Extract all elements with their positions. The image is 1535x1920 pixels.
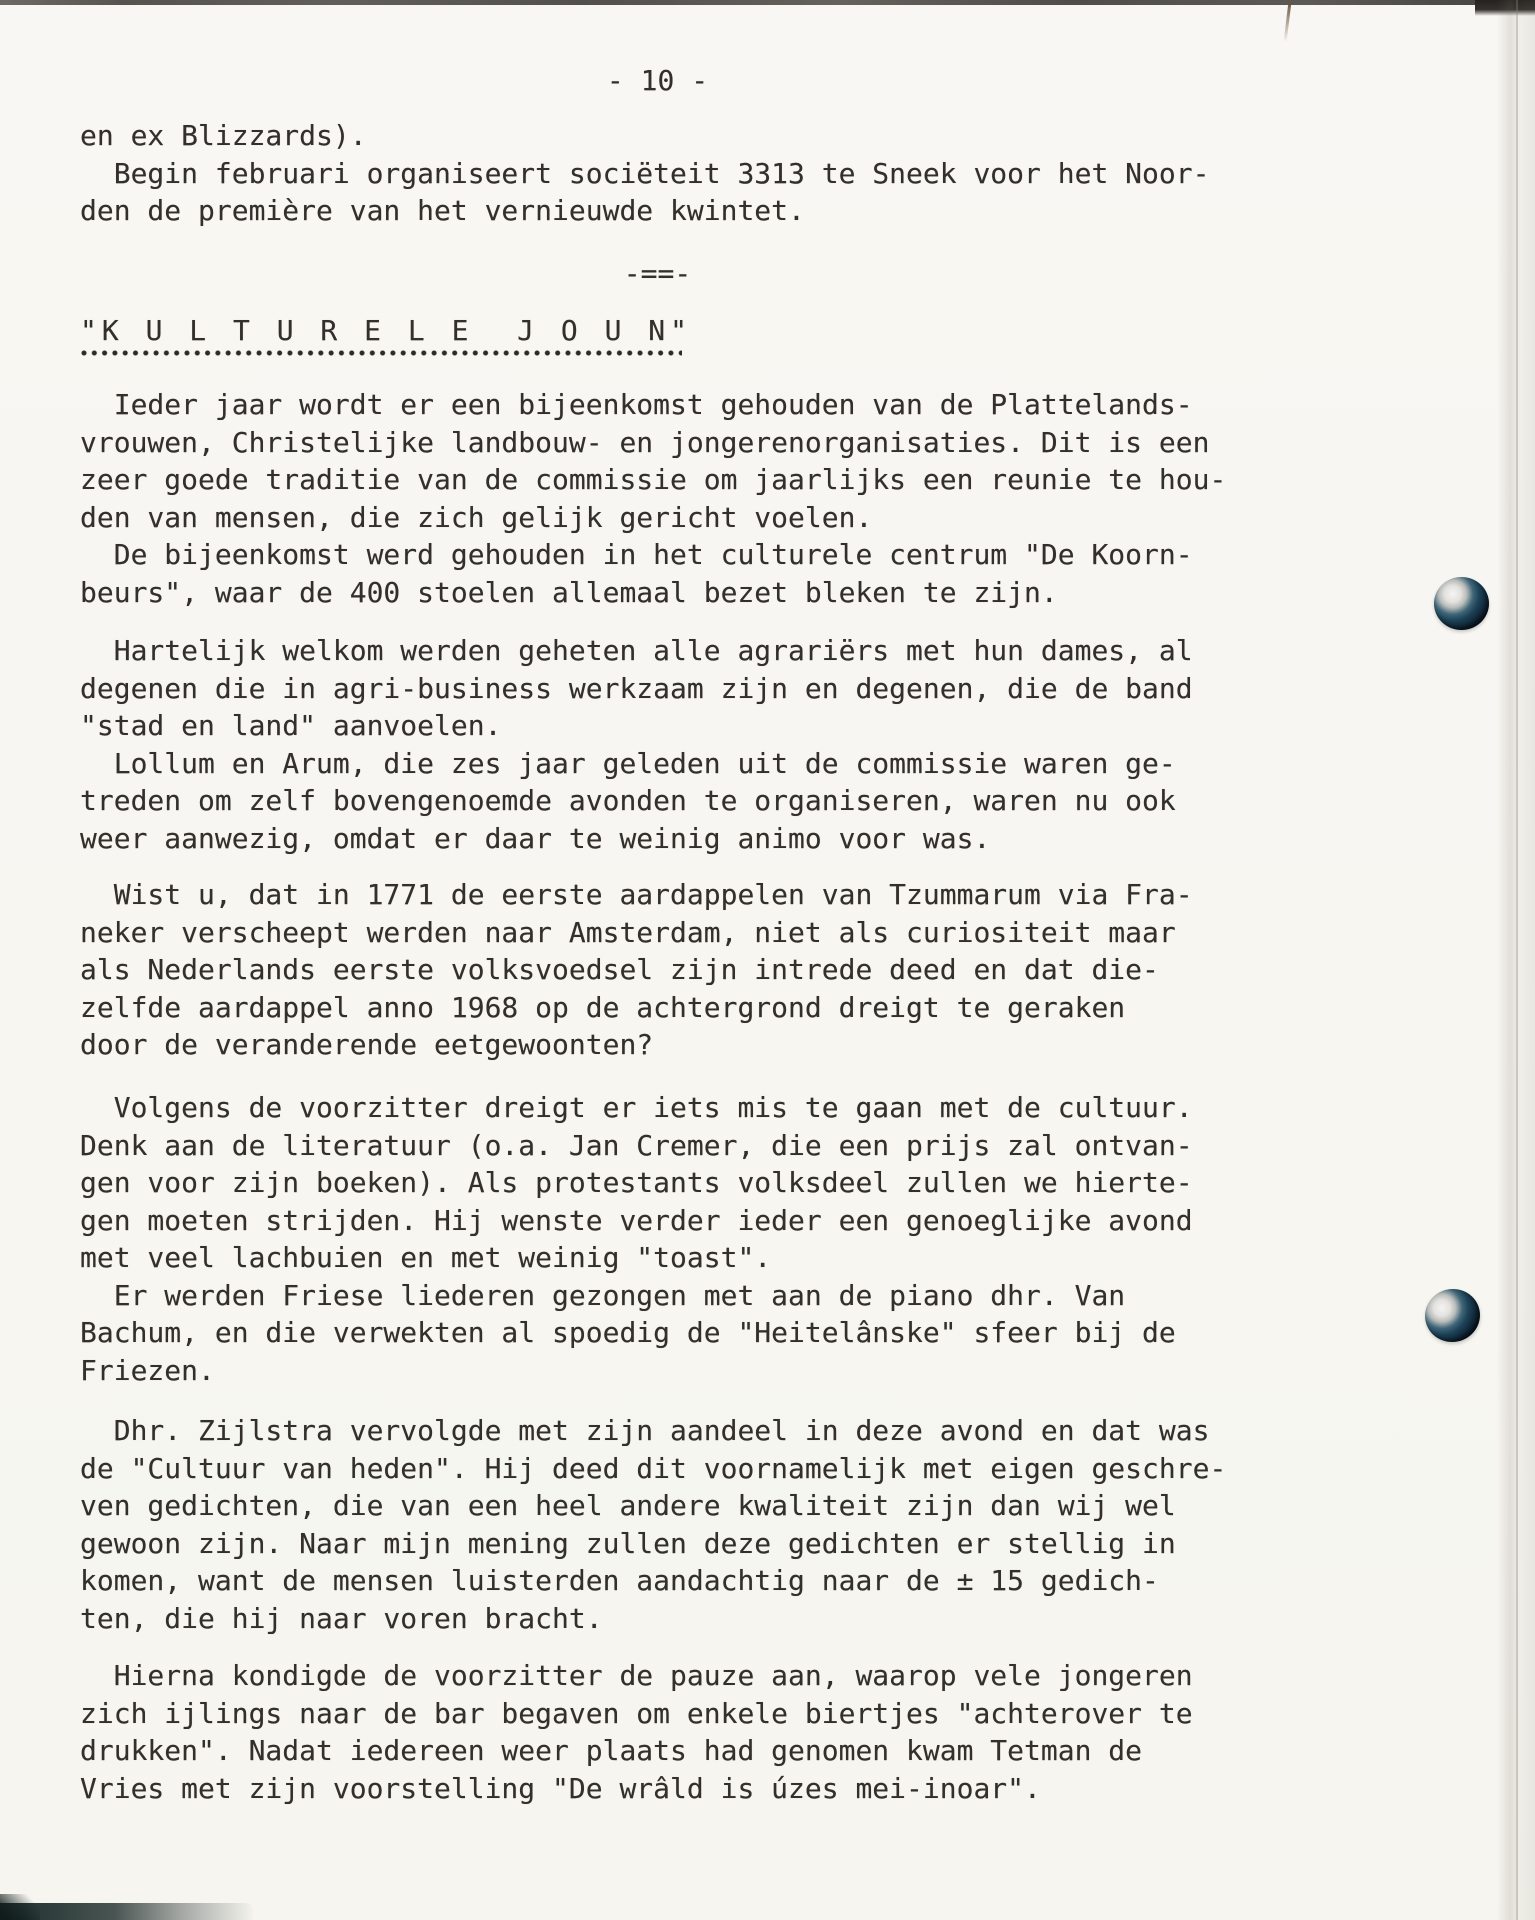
page-right-edge-line — [1516, 0, 1518, 1920]
section-separator: -==- — [623, 257, 692, 290]
text-line: De bijeenkomst werd gehouden in het culturele centrum "De Koorn- — [80, 538, 1193, 571]
text-line: Dhr. Zijlstra vervolgde met zijn aandeel in deze avond en dat was — [80, 1414, 1210, 1447]
text-line: Begin februari organiseert sociëteit 3313 te Sneek voor het Noor- — [80, 156, 1210, 190]
paragraph-1 — [80, 386, 1480, 611]
intro-paragraph — [80, 117, 1480, 230]
text-line: zich ijlings naar de bar begaven om enkele biertjes "achterover te — [80, 1696, 1193, 1730]
text-line: gen voor zijn boeken). Als protestants volksdeel zullen we hierte- — [80, 1166, 1193, 1199]
text-line: "stad en land" aanvoelen. — [80, 709, 502, 742]
text-line: Friezen. — [80, 1353, 215, 1387]
paragraph-2 — [80, 632, 1480, 857]
scan-bottom-corner-mark — [0, 1894, 40, 1920]
text-line: weer aanwezig, omdat er daar te weinig animo voor was. — [80, 821, 991, 855]
text-line: Bachum, en die verwekten al spoedig de "Heitelânske" sfeer bij de — [80, 1316, 1176, 1349]
text-line: ven gedichten, die van een heel andere kwaliteit zijn dan wij wel — [80, 1489, 1176, 1522]
text-line: de "Cultuur van heden". Hij deed dit voornamelijk met eigen geschre- — [80, 1451, 1227, 1485]
text-line: Hierna kondigde de voorzitter de pauze aan, waarop vele jongeren — [80, 1659, 1193, 1692]
text-line: Vries met zijn voorstelling "De wrâld is úzes mei-inoar". — [80, 1771, 1041, 1805]
page-number: - 10 - — [606, 64, 709, 97]
text-line: den van mensen, die zich gelijk gericht voelen. — [80, 500, 873, 534]
text-line: gen moeten strijden. Hij wenste verder ieder een genoeglijke avond — [80, 1203, 1193, 1237]
text-line: komen, want de mensen luisterden aandachtig naar de ± 15 gedich- — [80, 1564, 1159, 1597]
scan-top-edge — [0, 0, 1535, 5]
paragraph-4 — [80, 1089, 1480, 1389]
text-line: Lollum en Arum, die zes jaar geleden uit de commissie waren ge- — [80, 746, 1176, 780]
article-heading: "K U L T U R E L E J O U N" — [80, 314, 693, 347]
text-line: Volgens de voorzitter dreigt er iets mis te gaan met de cultuur. — [80, 1091, 1193, 1124]
text-line: zelfde aardappel anno 1968 op de achtergrond dreigt te geraken — [80, 990, 1126, 1024]
text-line: Hartelijk welkom werden geheten alle agrariërs met hun dames, al — [80, 634, 1193, 667]
text-line: door de veranderende eetgewoonten? — [80, 1028, 654, 1061]
text-line: beurs", waar de 400 stoelen allemaal bezet bleken te zijn. — [80, 575, 1058, 609]
text-line: ten, die hij naar voren bracht. — [80, 1601, 603, 1635]
text-line: gewoon zijn. Naar mijn mening zullen deze gedichten er stellig in — [80, 1526, 1176, 1560]
text-line: en ex Blizzards). — [80, 119, 367, 152]
text-line: degenen die in agri-business werkzaam zijn en degenen, die de band — [80, 671, 1193, 705]
paragraph-3 — [80, 876, 1480, 1064]
binder-hole — [1434, 577, 1489, 630]
heading-dotted-underline — [80, 349, 682, 359]
text-line: treden om zelf bovengenoemde avonden te organiseren, waren nu ook — [80, 784, 1176, 817]
text-line: drukken". Nadat iedereen weer plaats had genomen kwam Tetman de — [80, 1734, 1143, 1767]
text-line: als Nederlands eerste volksvoedsel zijn intrede deed en dat die- — [80, 953, 1159, 986]
paragraph-6 — [80, 1657, 1480, 1807]
text-line: Er werden Friese liederen gezongen met aan de piano dhr. Van — [80, 1278, 1126, 1312]
paragraph-5 — [80, 1412, 1480, 1637]
text-line: Denk aan de literatuur (o.a. Jan Cremer, die een prijs zal ontvan- — [80, 1128, 1193, 1162]
text-line: vrouwen, Christelijke landbouw- en jongerenorganisaties. Dit is een — [80, 425, 1210, 459]
text-line: zeer goede traditie van de commissie om jaarlijks een reunie te hou- — [80, 463, 1227, 496]
text-line: Ieder jaar wordt er een bijeenkomst gehouden van de Plattelands- — [80, 388, 1193, 421]
text-line: den de première van het vernieuwde kwintet. — [80, 194, 805, 227]
text-line: neker verscheept werden naar Amsterdam, niet als curiositeit maar — [80, 915, 1176, 949]
text-line: met veel lachbuien en met weinig "toast". — [80, 1241, 772, 1274]
text-line: Wist u, dat in 1771 de eerste aardappelen van Tzummarum via Fra- — [80, 878, 1193, 911]
scan-fiber-speck — [1284, 2, 1292, 42]
